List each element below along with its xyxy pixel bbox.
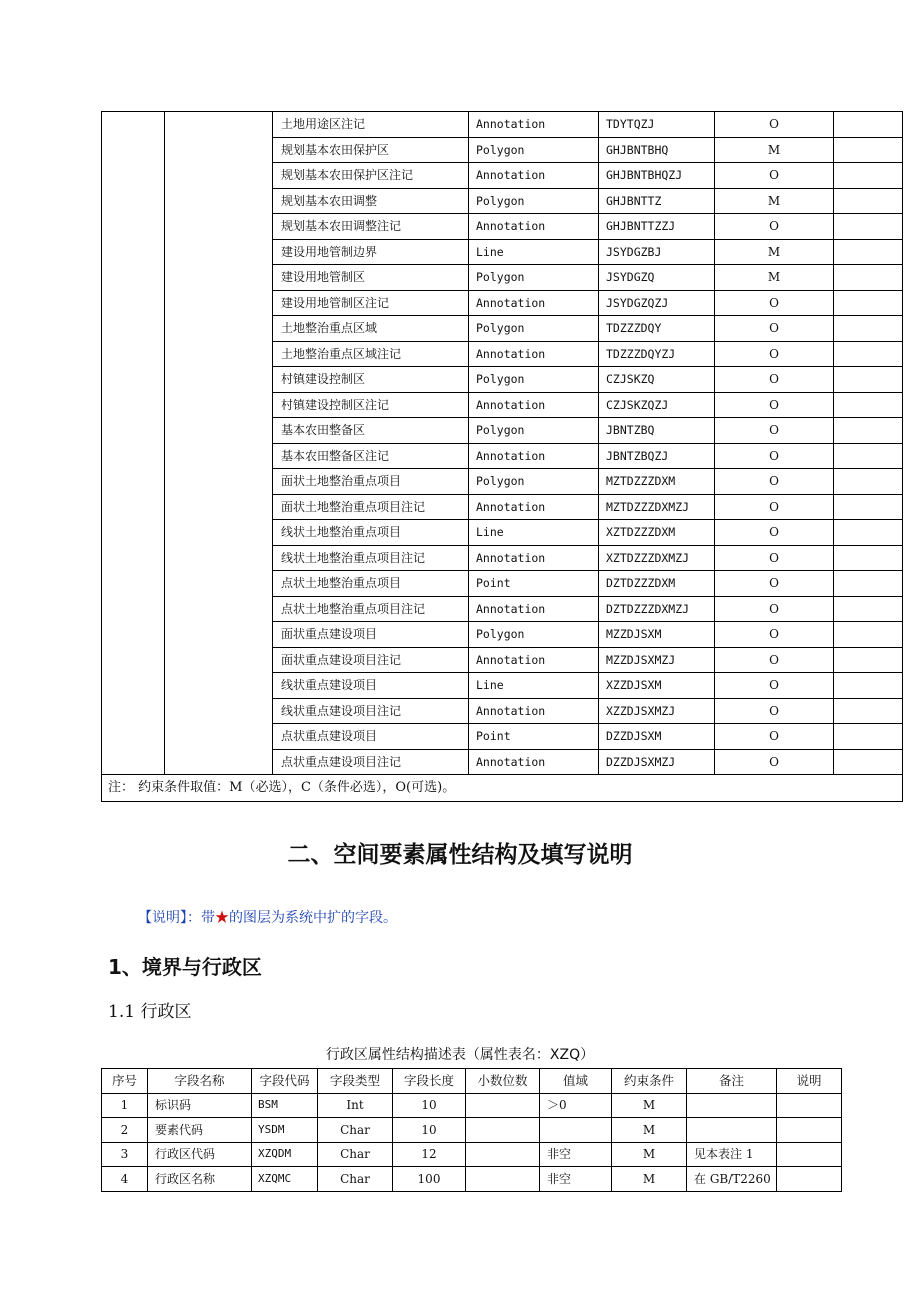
table-cell	[777, 1093, 842, 1118]
layer-code: XZTDZZZDXMZJ	[599, 545, 715, 571]
remarks-cell	[834, 163, 903, 189]
layer-code: CZJSKZQ	[599, 367, 715, 393]
table-cell: M	[612, 1093, 687, 1118]
table-cell	[466, 1118, 540, 1143]
remarks-cell	[834, 673, 903, 699]
geometry-type: Annotation	[469, 749, 599, 775]
layer-name: 点状重点建设项目	[273, 724, 469, 750]
remarks-cell	[834, 571, 903, 597]
geometry-type: Line	[469, 239, 599, 265]
layer-code: GHJBNTBHQ	[599, 137, 715, 163]
constraint: O	[715, 724, 834, 750]
layer-name: 线状重点建设项目	[273, 673, 469, 699]
table-cell: M	[612, 1142, 687, 1167]
remarks-cell	[834, 239, 903, 265]
constraint: O	[715, 749, 834, 775]
column-header: 序号	[102, 1069, 148, 1094]
remarks-cell	[834, 724, 903, 750]
remarks-cell	[834, 367, 903, 393]
layer-code: GHJBNTBHQZJ	[599, 163, 715, 189]
constraint-note: 注： 约束条件取值：M（必选），C（条件必选），O(可选)。	[102, 775, 903, 802]
layer-code: JSYDGZQ	[599, 265, 715, 291]
table-cell: ＞0	[540, 1093, 612, 1118]
constraint: M	[715, 137, 834, 163]
layer-code: JBNTZBQZJ	[599, 443, 715, 469]
layer-code: DZTDZZZDXM	[599, 571, 715, 597]
remarks-cell	[834, 622, 903, 648]
layer-table	[101, 111, 903, 802]
table-cell	[777, 1167, 842, 1192]
constraint: O	[715, 622, 834, 648]
layer-code: DZZDJSXM	[599, 724, 715, 750]
remarks-cell	[834, 647, 903, 673]
constraint: O	[715, 571, 834, 597]
constraint: O	[715, 112, 834, 138]
constraint: O	[715, 494, 834, 520]
layer-code: DZTDZZZDXMZJ	[599, 596, 715, 622]
constraint: O	[715, 520, 834, 546]
table-row	[102, 1167, 842, 1192]
layer-name: 建设用地管制区注记	[273, 290, 469, 316]
table-cell	[466, 1093, 540, 1118]
section-title: 二、空间要素属性结构及填写说明	[287, 842, 633, 868]
constraint: O	[715, 698, 834, 724]
remarks-cell	[834, 188, 903, 214]
table-cell: 要素代码	[148, 1118, 252, 1143]
layer-name: 规划基本农田保护区注记	[273, 163, 469, 189]
layer-name: 基本农田整备区	[273, 418, 469, 444]
group-cell	[102, 112, 165, 775]
layer-name: 土地整治重点区域	[273, 316, 469, 342]
remarks-cell	[834, 137, 903, 163]
geometry-type: Line	[469, 673, 599, 699]
table-row	[102, 1093, 842, 1118]
table-cell	[540, 1118, 612, 1143]
remarks-cell	[834, 469, 903, 495]
column-header: 字段长度	[393, 1069, 466, 1094]
layer-name: 土地整治重点区域注记	[273, 341, 469, 367]
table-cell: 10	[393, 1093, 466, 1118]
layer-code: XZZDJSXM	[599, 673, 715, 699]
table-cell: YSDM	[252, 1118, 318, 1143]
layer-name: 土地用途区注记	[273, 112, 469, 138]
table-row	[102, 1118, 842, 1143]
constraint: O	[715, 418, 834, 444]
table-row	[102, 1142, 842, 1167]
table-cell	[777, 1118, 842, 1143]
layer-code: TDZZZDQY	[599, 316, 715, 342]
layer-name: 面状土地整治重点项目注记	[273, 494, 469, 520]
geometry-type: Annotation	[469, 494, 599, 520]
layer-name: 规划基本农田保护区	[273, 137, 469, 163]
constraint: O	[715, 673, 834, 699]
remarks-cell	[834, 545, 903, 571]
remarks-cell	[834, 596, 903, 622]
layer-code: GHJBNTTZ	[599, 188, 715, 214]
table-cell: 行政区名称	[148, 1167, 252, 1192]
geometry-type: Annotation	[469, 163, 599, 189]
constraint: O	[715, 545, 834, 571]
layer-name: 面状重点建设项目	[273, 622, 469, 648]
layer-code: JBNTZBQ	[599, 418, 715, 444]
remarks-cell	[834, 520, 903, 546]
geometry-type: Annotation	[469, 112, 599, 138]
geometry-type: Polygon	[469, 188, 599, 214]
constraint: M	[715, 265, 834, 291]
layer-code: TDZZZDQYZJ	[599, 341, 715, 367]
constraint: M	[715, 188, 834, 214]
constraint: O	[715, 316, 834, 342]
table-cell: 非空	[540, 1142, 612, 1167]
remarks-cell	[834, 265, 903, 291]
constraint: O	[715, 596, 834, 622]
geometry-type: Annotation	[469, 290, 599, 316]
layer-code: MZTDZZZDXM	[599, 469, 715, 495]
geometry-type: Line	[469, 520, 599, 546]
table-cell: 3	[102, 1142, 148, 1167]
geometry-type: Polygon	[469, 316, 599, 342]
layer-code: JSYDGZBJ	[599, 239, 715, 265]
intro-prefix: 【说明】：带	[138, 910, 215, 926]
column-header: 字段名称	[148, 1069, 252, 1094]
remarks-cell	[834, 341, 903, 367]
constraint: M	[715, 239, 834, 265]
layer-name: 线状重点建设项目注记	[273, 698, 469, 724]
table-cell: XZQMC	[252, 1167, 318, 1192]
table-cell	[687, 1118, 777, 1143]
constraint: O	[715, 443, 834, 469]
constraint: O	[715, 341, 834, 367]
geometry-type: Polygon	[469, 137, 599, 163]
geometry-type: Polygon	[469, 265, 599, 291]
layer-code: TDYTQZJ	[599, 112, 715, 138]
column-header: 小数位数	[466, 1069, 540, 1094]
geometry-type: Annotation	[469, 214, 599, 240]
geometry-type: Annotation	[469, 545, 599, 571]
geometry-type: Annotation	[469, 443, 599, 469]
layer-name: 点状重点建设项目注记	[273, 749, 469, 775]
layer-code: DZZDJSXMZJ	[599, 749, 715, 775]
geometry-type: Polygon	[469, 622, 599, 648]
remarks-cell	[834, 698, 903, 724]
column-header: 值域	[540, 1069, 612, 1094]
layer-name: 点状土地整治重点项目注记	[273, 596, 469, 622]
layer-code: XZTDZZZDXM	[599, 520, 715, 546]
constraint: O	[715, 647, 834, 673]
layer-name: 线状土地整治重点项目注记	[273, 545, 469, 571]
layer-code: MZZDJSXM	[599, 622, 715, 648]
layer-name: 建设用地管制边界	[273, 239, 469, 265]
layer-code: XZZDJSXMZJ	[599, 698, 715, 724]
table-cell	[777, 1142, 842, 1167]
table-cell: 标识码	[148, 1093, 252, 1118]
constraint: O	[715, 367, 834, 393]
table-cell: 12	[393, 1142, 466, 1167]
column-header: 说明	[777, 1069, 842, 1094]
layer-name: 村镇建设控制区	[273, 367, 469, 393]
geometry-type: Annotation	[469, 698, 599, 724]
remarks-cell	[834, 112, 903, 138]
geometry-type: Annotation	[469, 647, 599, 673]
remarks-cell	[834, 290, 903, 316]
layer-name: 村镇建设控制区注记	[273, 392, 469, 418]
remarks-cell	[834, 494, 903, 520]
remarks-cell	[834, 418, 903, 444]
table-cell	[687, 1093, 777, 1118]
table-row	[102, 112, 903, 138]
layer-name: 面状重点建设项目注记	[273, 647, 469, 673]
table-cell: 10	[393, 1118, 466, 1143]
layer-code: JSYDGZQZJ	[599, 290, 715, 316]
table-cell: Char	[318, 1118, 393, 1143]
table-cell: M	[612, 1167, 687, 1192]
intro-suffix: 的图层为系统中扩的字段。	[229, 910, 397, 926]
table-cell: Int	[318, 1093, 393, 1118]
remarks-cell	[834, 749, 903, 775]
column-header: 字段类型	[318, 1069, 393, 1094]
layer-name: 面状土地整治重点项目	[273, 469, 469, 495]
table-cell	[466, 1142, 540, 1167]
layer-name: 基本农田整备区注记	[273, 443, 469, 469]
geometry-type: Polygon	[469, 367, 599, 393]
layer-name: 线状土地整治重点项目	[273, 520, 469, 546]
geometry-type: Point	[469, 571, 599, 597]
layer-code: GHJBNTTZZJ	[599, 214, 715, 240]
remarks-cell	[834, 316, 903, 342]
constraint: O	[715, 163, 834, 189]
remarks-cell	[834, 443, 903, 469]
table-cell: 4	[102, 1167, 148, 1192]
layer-name: 点状土地整治重点项目	[273, 571, 469, 597]
column-header: 约束条件	[612, 1069, 687, 1094]
table-cell: M	[612, 1118, 687, 1143]
constraint: O	[715, 214, 834, 240]
table-cell: XZQDM	[252, 1142, 318, 1167]
constraint: O	[715, 290, 834, 316]
table-cell: 见本表注 1	[687, 1142, 777, 1167]
remarks-cell	[834, 392, 903, 418]
geometry-type: Point	[469, 724, 599, 750]
layer-code: MZZDJSXMZJ	[599, 647, 715, 673]
table-cell: 行政区代码	[148, 1142, 252, 1167]
layer-name: 规划基本农田调整	[273, 188, 469, 214]
layer-name: 规划基本农田调整注记	[273, 214, 469, 240]
geometry-type: Annotation	[469, 341, 599, 367]
heading-admin-region: 1.1 行政区	[108, 1002, 192, 1022]
constraint: O	[715, 392, 834, 418]
subgroup-cell	[165, 112, 273, 775]
intro-note	[138, 908, 397, 928]
layer-code: CZJSKZQZJ	[599, 392, 715, 418]
table-cell: BSM	[252, 1093, 318, 1118]
geometry-type: Polygon	[469, 418, 599, 444]
table-cell: 在 GB/T2260	[687, 1167, 777, 1192]
geometry-type: Annotation	[469, 392, 599, 418]
column-header: 字段代码	[252, 1069, 318, 1094]
constraint: O	[715, 469, 834, 495]
attr-table-caption: 行政区属性结构描述表（属性表名：XZQ）	[325, 1047, 595, 1063]
note-row	[102, 775, 903, 802]
star-icon: ★	[215, 910, 229, 926]
geometry-type: Polygon	[469, 469, 599, 495]
table-cell: 2	[102, 1118, 148, 1143]
layer-name: 建设用地管制区	[273, 265, 469, 291]
table-cell: Char	[318, 1142, 393, 1167]
attr-table	[101, 1068, 842, 1192]
table-cell: Char	[318, 1167, 393, 1192]
table-cell: 1	[102, 1093, 148, 1118]
table-cell	[466, 1167, 540, 1192]
remarks-cell	[834, 214, 903, 240]
column-header: 备注	[687, 1069, 777, 1094]
heading-boundary: 1、境界与行政区	[108, 955, 262, 979]
table-cell: 非空	[540, 1167, 612, 1192]
geometry-type: Annotation	[469, 596, 599, 622]
header-row	[102, 1069, 842, 1094]
table-cell: 100	[393, 1167, 466, 1192]
layer-code: MZTDZZZDXMZJ	[599, 494, 715, 520]
